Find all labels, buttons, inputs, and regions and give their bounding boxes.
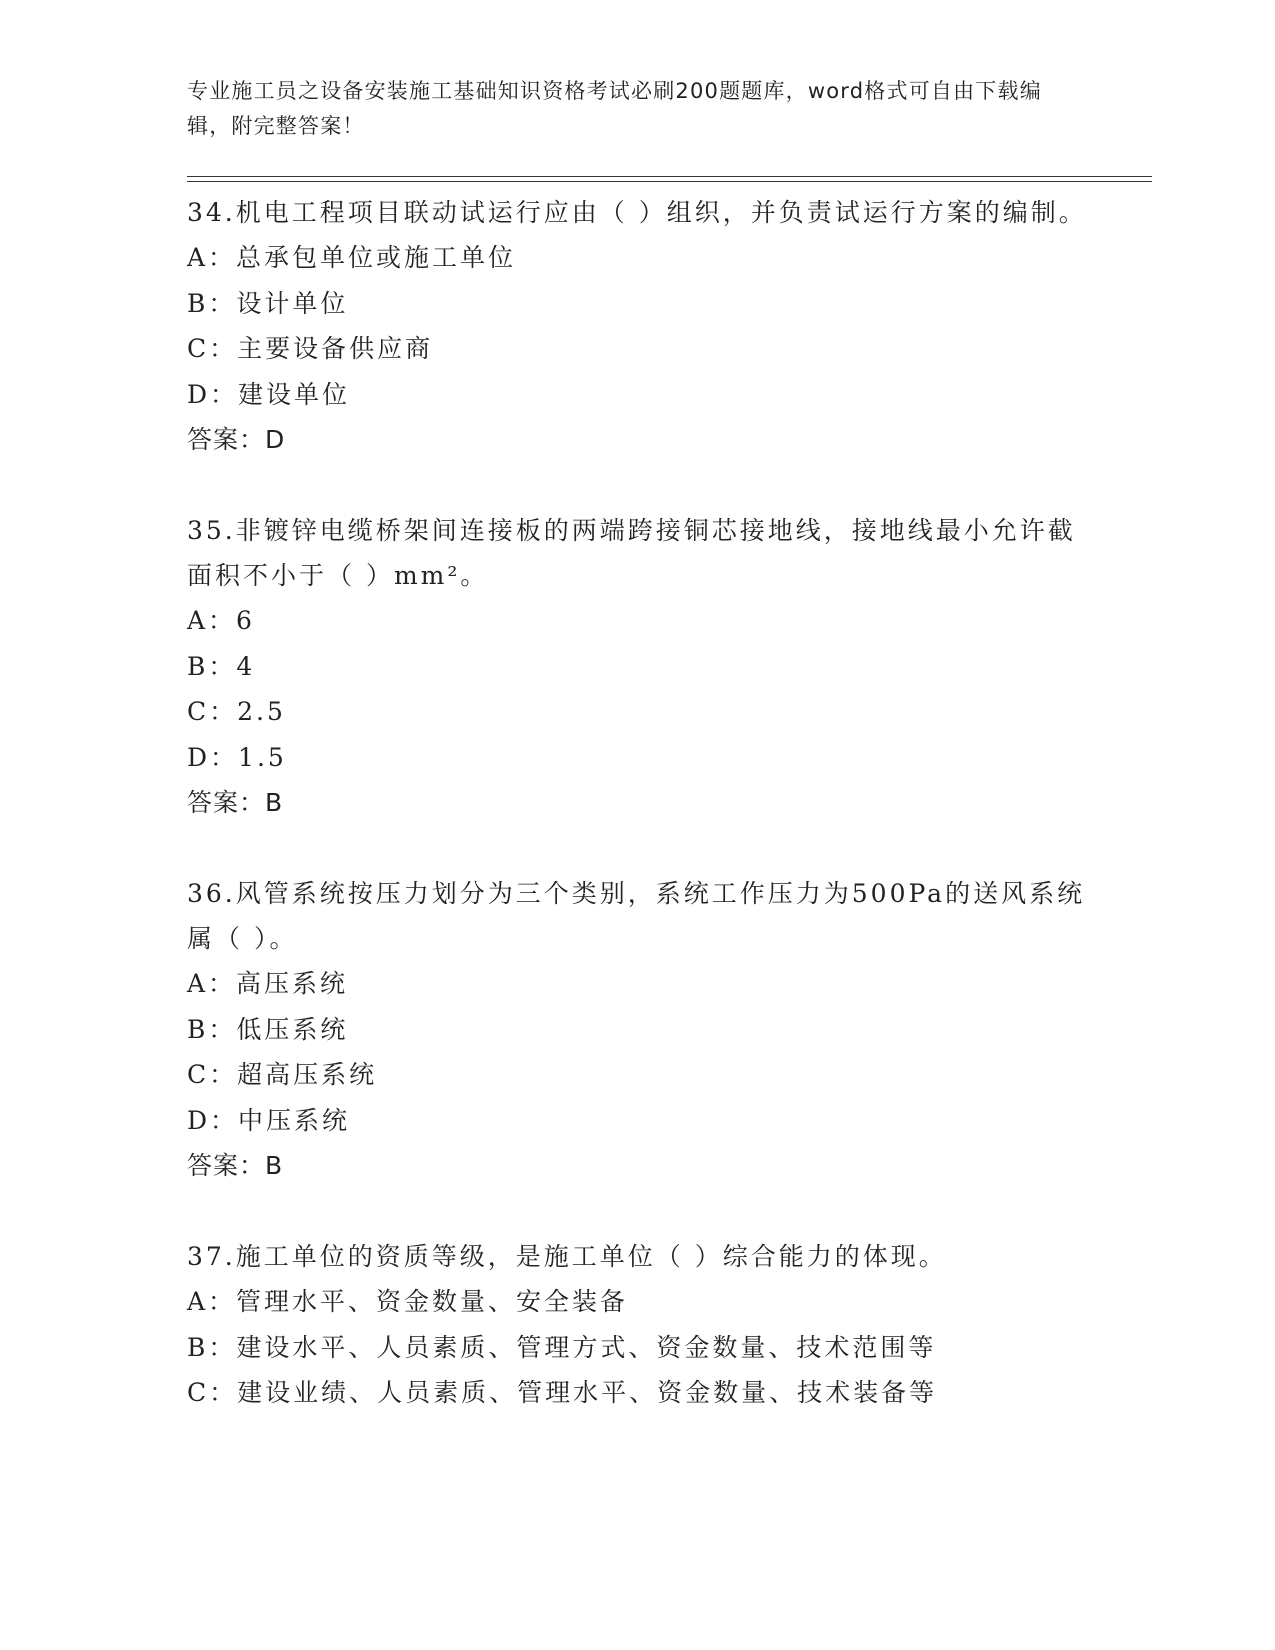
answer-text: 答案：B [187, 1151, 284, 1180]
question-list [187, 190, 1087, 1462]
option-c: C：建设业绩、人员素质、管理水平、资金数量、技术装备等 [187, 1378, 938, 1407]
option-b: B：建设水平、人员素质、管理方式、资金数量、技术范围等 [187, 1332, 937, 1362]
question-stem: 36.风管系统按压力划分为三个类别，系统工作压力为500Pa的送风系统属（ ）。 [187, 879, 1086, 953]
question-37 [187, 1234, 1087, 1416]
question-stem: 37.施工单位的资质等级，是施工单位（ ）综合能力的体现。 [187, 1242, 947, 1271]
answer-text: 答案：B [187, 788, 284, 817]
option-d: D：建设单位 [187, 379, 351, 409]
header-divider-top [187, 176, 1152, 177]
question-35 [187, 508, 1087, 825]
question-34 [187, 190, 1087, 462]
question-stem: 35.非镀锌电缆桥架间连接板的两端跨接铜芯接地线，接地线最小允许截面积不小于（ ）mm²。 [187, 516, 1076, 590]
document-header: 专业施工员之设备安装施工基础知识资格考试必刷200题题库，word格式可自由下载编辑，附完整答案！ [187, 79, 1042, 138]
option-d: D：中压系统 [187, 1105, 351, 1135]
option-b: B：低压系统 [187, 1014, 349, 1044]
option-c: C：2.5 [187, 697, 286, 726]
option-c: C：超高压系统 [187, 1060, 378, 1089]
option-a: A：高压系统 [187, 969, 349, 998]
option-b: B：设计单位 [187, 288, 349, 318]
header-divider-bottom [187, 181, 1152, 182]
answer-text: 答案：D [187, 425, 286, 454]
option-c: C：主要设备供应商 [187, 334, 434, 363]
option-b: B：4 [187, 651, 256, 681]
option-a: A：总承包单位或施工单位 [187, 243, 517, 272]
question-36 [187, 871, 1087, 1188]
question-stem: 34.机电工程项目联动试运行应由（ ）组织，并负责试运行方案的编制。 [187, 198, 1087, 227]
option-d: D：1.5 [187, 742, 287, 772]
option-a: A：6 [187, 606, 255, 635]
option-a: A：管理水平、资金数量、安全装备 [187, 1287, 629, 1316]
